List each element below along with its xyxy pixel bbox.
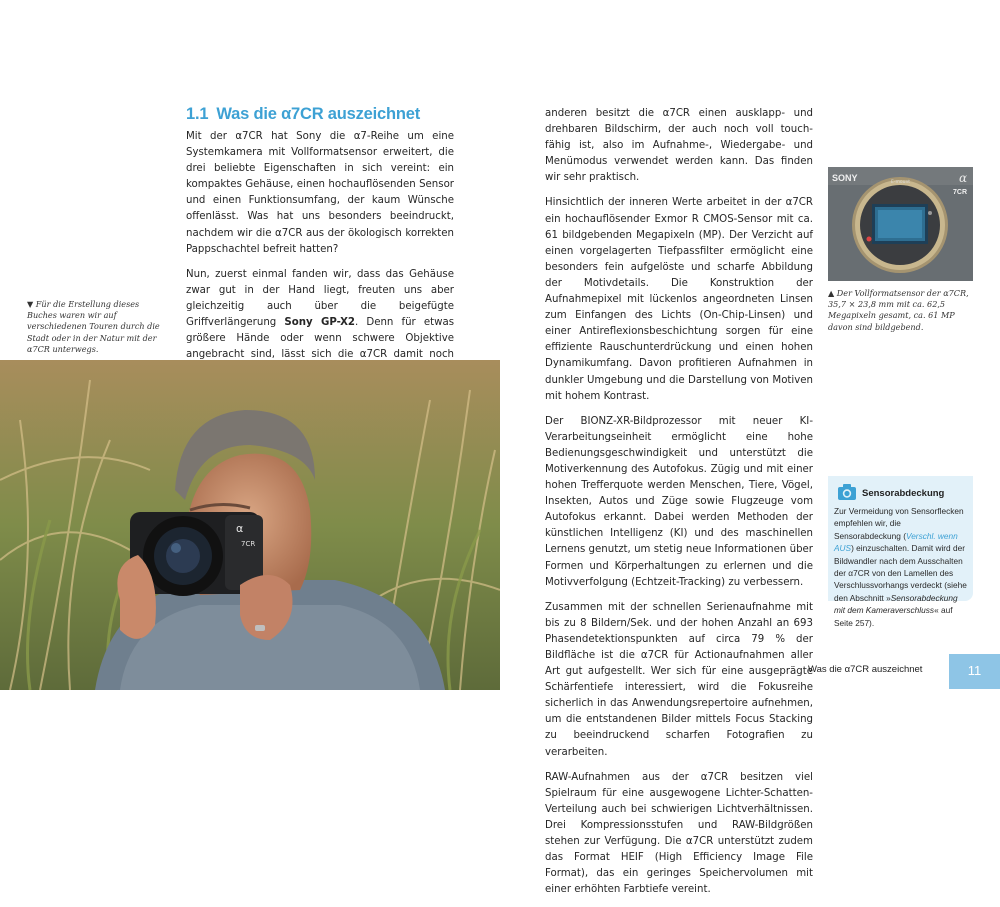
photographer-photo <box>0 360 500 690</box>
camera-alpha-label: α <box>236 522 244 535</box>
photographer-illustration <box>0 360 500 690</box>
camera-mount-label: E-mount <box>891 180 911 185</box>
paragraph-display: anderen besitzt die α7CR einen ausklapp- und drehbaren Bildschirm, der auch noch voll touch-fähig ist, also im Aufnahme-, Wiedergabe- und Menümodus verwendet werden kann. Das finden wir sehr praktisch. <box>545 108 813 184</box>
paragraph-intro: Mit der α7CR hat Sony die α7-Reihe um eine Systemkamera mit Vollformatsensor erweitert, die drei beliebte Eigenschaften in sich vereint: ein kompaktes Gehäuse, einen hochauflösenden Sensor und einen Funktionsumfang, der kaum Wünsche offenlässt. Was hat uns besonders beeindruckt, nachdem wir die α7CR aus der ökologisch korrekten Pappschachtel befreit hatten? <box>186 131 454 255</box>
tip-text <box>834 505 970 629</box>
camera-sensor-photo <box>828 167 973 281</box>
camera-alpha-logo: α <box>959 171 968 185</box>
running-head: Was die α7CR auszeichnet <box>808 664 923 675</box>
page-number: 11 <box>949 654 1000 689</box>
camera-icon <box>836 480 858 502</box>
paragraph-burst: Zusammen mit der schnellen Serienaufnahme mit bis zu 8 Bildern/Sek. und der hohen Anzahl an 693 Phasendetektionspunkten auf circa 79 % der Bildfläche ist die α7CR für Actionaufnahmen aller Art gut aufgestellt. Wer sich für eine ausgeprägte Schärfentiefe interessiert, wird die Fokusreihe sicherlich in das Anwendungsrepertoire aufnehmen, um die entstandenen Bilder mittels Focus Stacking zu beeindruckend scharfen Fotografien zu verarbeiten. <box>545 601 813 758</box>
caption-left-text: ▼ Für die Erstellung dieses Buches waren wir auf verschiedenen Touren durch die Stadt oder in der Natur mit der α7CR unterwegs. <box>27 299 160 354</box>
paragraph-grip-a: Nun, zuerst einmal fanden wir, dass das Gehäuse zwar gut in der Hand liegt, freuten uns aber gleichzeitig auch über die beigefügte Griffverlängerung <box>186 268 454 329</box>
tip-text-2: ) einzuschalten. Damit wird der Bildwandler nach dem Ausschalten der α7CR von den Lamellen des Verschlussvorhangs verdeckt (siehe den Abschnitt » <box>834 543 967 603</box>
grip-product-name: Sony GP-X2 <box>284 317 356 329</box>
tip-menu-reference: Verschl. wenn AUS <box>834 530 958 554</box>
right-column-text <box>545 106 813 907</box>
tip-title: Sensorabdeckung <box>862 488 945 499</box>
section-heading <box>186 105 420 124</box>
camera-model-label: 7CR <box>241 540 256 548</box>
sensor-caption: ▲ Der Vollformatsensor der α7CR, 35,7 × 23,8 mm mit ca. 62,5 Megapixeln gesamt, ca. 61 MP davon sind bildgebend. <box>828 288 969 332</box>
camera-model-badge: 7CR <box>953 189 968 196</box>
paragraph-processor: Der BIONZ-XR-Bildprozessor mit neuer KI-Verarbeitungseinheit ermöglicht eine hohe Bedienungsgeschwindigkeit und unterstützt die Motiverkennung des Autofokus. Zügig und mit einer hohen Trefferquote werden Menschen, Tiere, Vögel, Insekten, Autos und Züge sowie Flugzeuge vom Autofokus erkannt. Dabei werden Methoden der künstlichen Intelligenz (KI) und des maschinellen Lernens genutzt, um stetig neue Informationen über Formen und Körperhaltungen zu erlernen und die Motivverfolgung (Echtzeit-Tracking) zu verbessern. <box>545 415 813 588</box>
tip-box <box>828 476 973 628</box>
tip-section-reference: Sensorabdeckung mit dem Kameraverschluss <box>834 592 958 616</box>
paragraph-raw: RAW-Aufnahmen aus der α7CR besitzen viel Spielraum für eine ausgewogene Lichter-Schatten-Verteilung auch bei schwierigen Lichtverhältnissen. Drei Kompressionsstufen und RAW-Bildgrößen stehen zur Verfügung. Die α7CR unterstützt zudem das Format HEIF (High Efficiency Image File Format), das ein geringes Speichervolumen mit einer erhöhten Farbtiefe vereint. <box>545 771 813 896</box>
camera-brand: SONY <box>832 173 858 183</box>
tip-text-3: « auf Seite 257). <box>834 605 953 628</box>
section-number: 1.1 <box>186 105 209 123</box>
paragraph-sensor: Hinsichtlich der inneren Werte arbeitet in der α7CR ein hochauflösender Exmor R CMOS-Sensor mit ca. 61 bildgebenden Megapixeln (MP). Der Verzicht auf einen vorgelagerten Tiefpassfilter ermöglicht eine besonders fein aufgelöste und scharfe Abbildung der Motivdetails. Die Konstruktion der Aufnahmepixel mit lückenlos angeordneten Linsen zum Einfangen des Lichts (On-Chip-Linsen) und einer Antireflexionsbeschichtung sorgen für eine effiziente Rauschunterdrückung und einen hohen Dynamikumfang. Davon profitieren Aufnahmen in dunkler Umgebung und die Darstellung von Motiven mit hohem Kontrast. <box>545 197 813 402</box>
paragraph-grip-c: . Denn für etwas größere Hände oder wenn schwere Objektive angebracht sind, lässt sich die α7CR damit noch <box>186 317 454 361</box>
camera-front-illustration <box>828 167 973 281</box>
section-title: Was die α7CR auszeichnet <box>216 105 421 123</box>
tip-text-1: Zur Vermeidung von Sensorflecken empfehlen wir, die Sensorabdeckung ( <box>834 506 964 541</box>
